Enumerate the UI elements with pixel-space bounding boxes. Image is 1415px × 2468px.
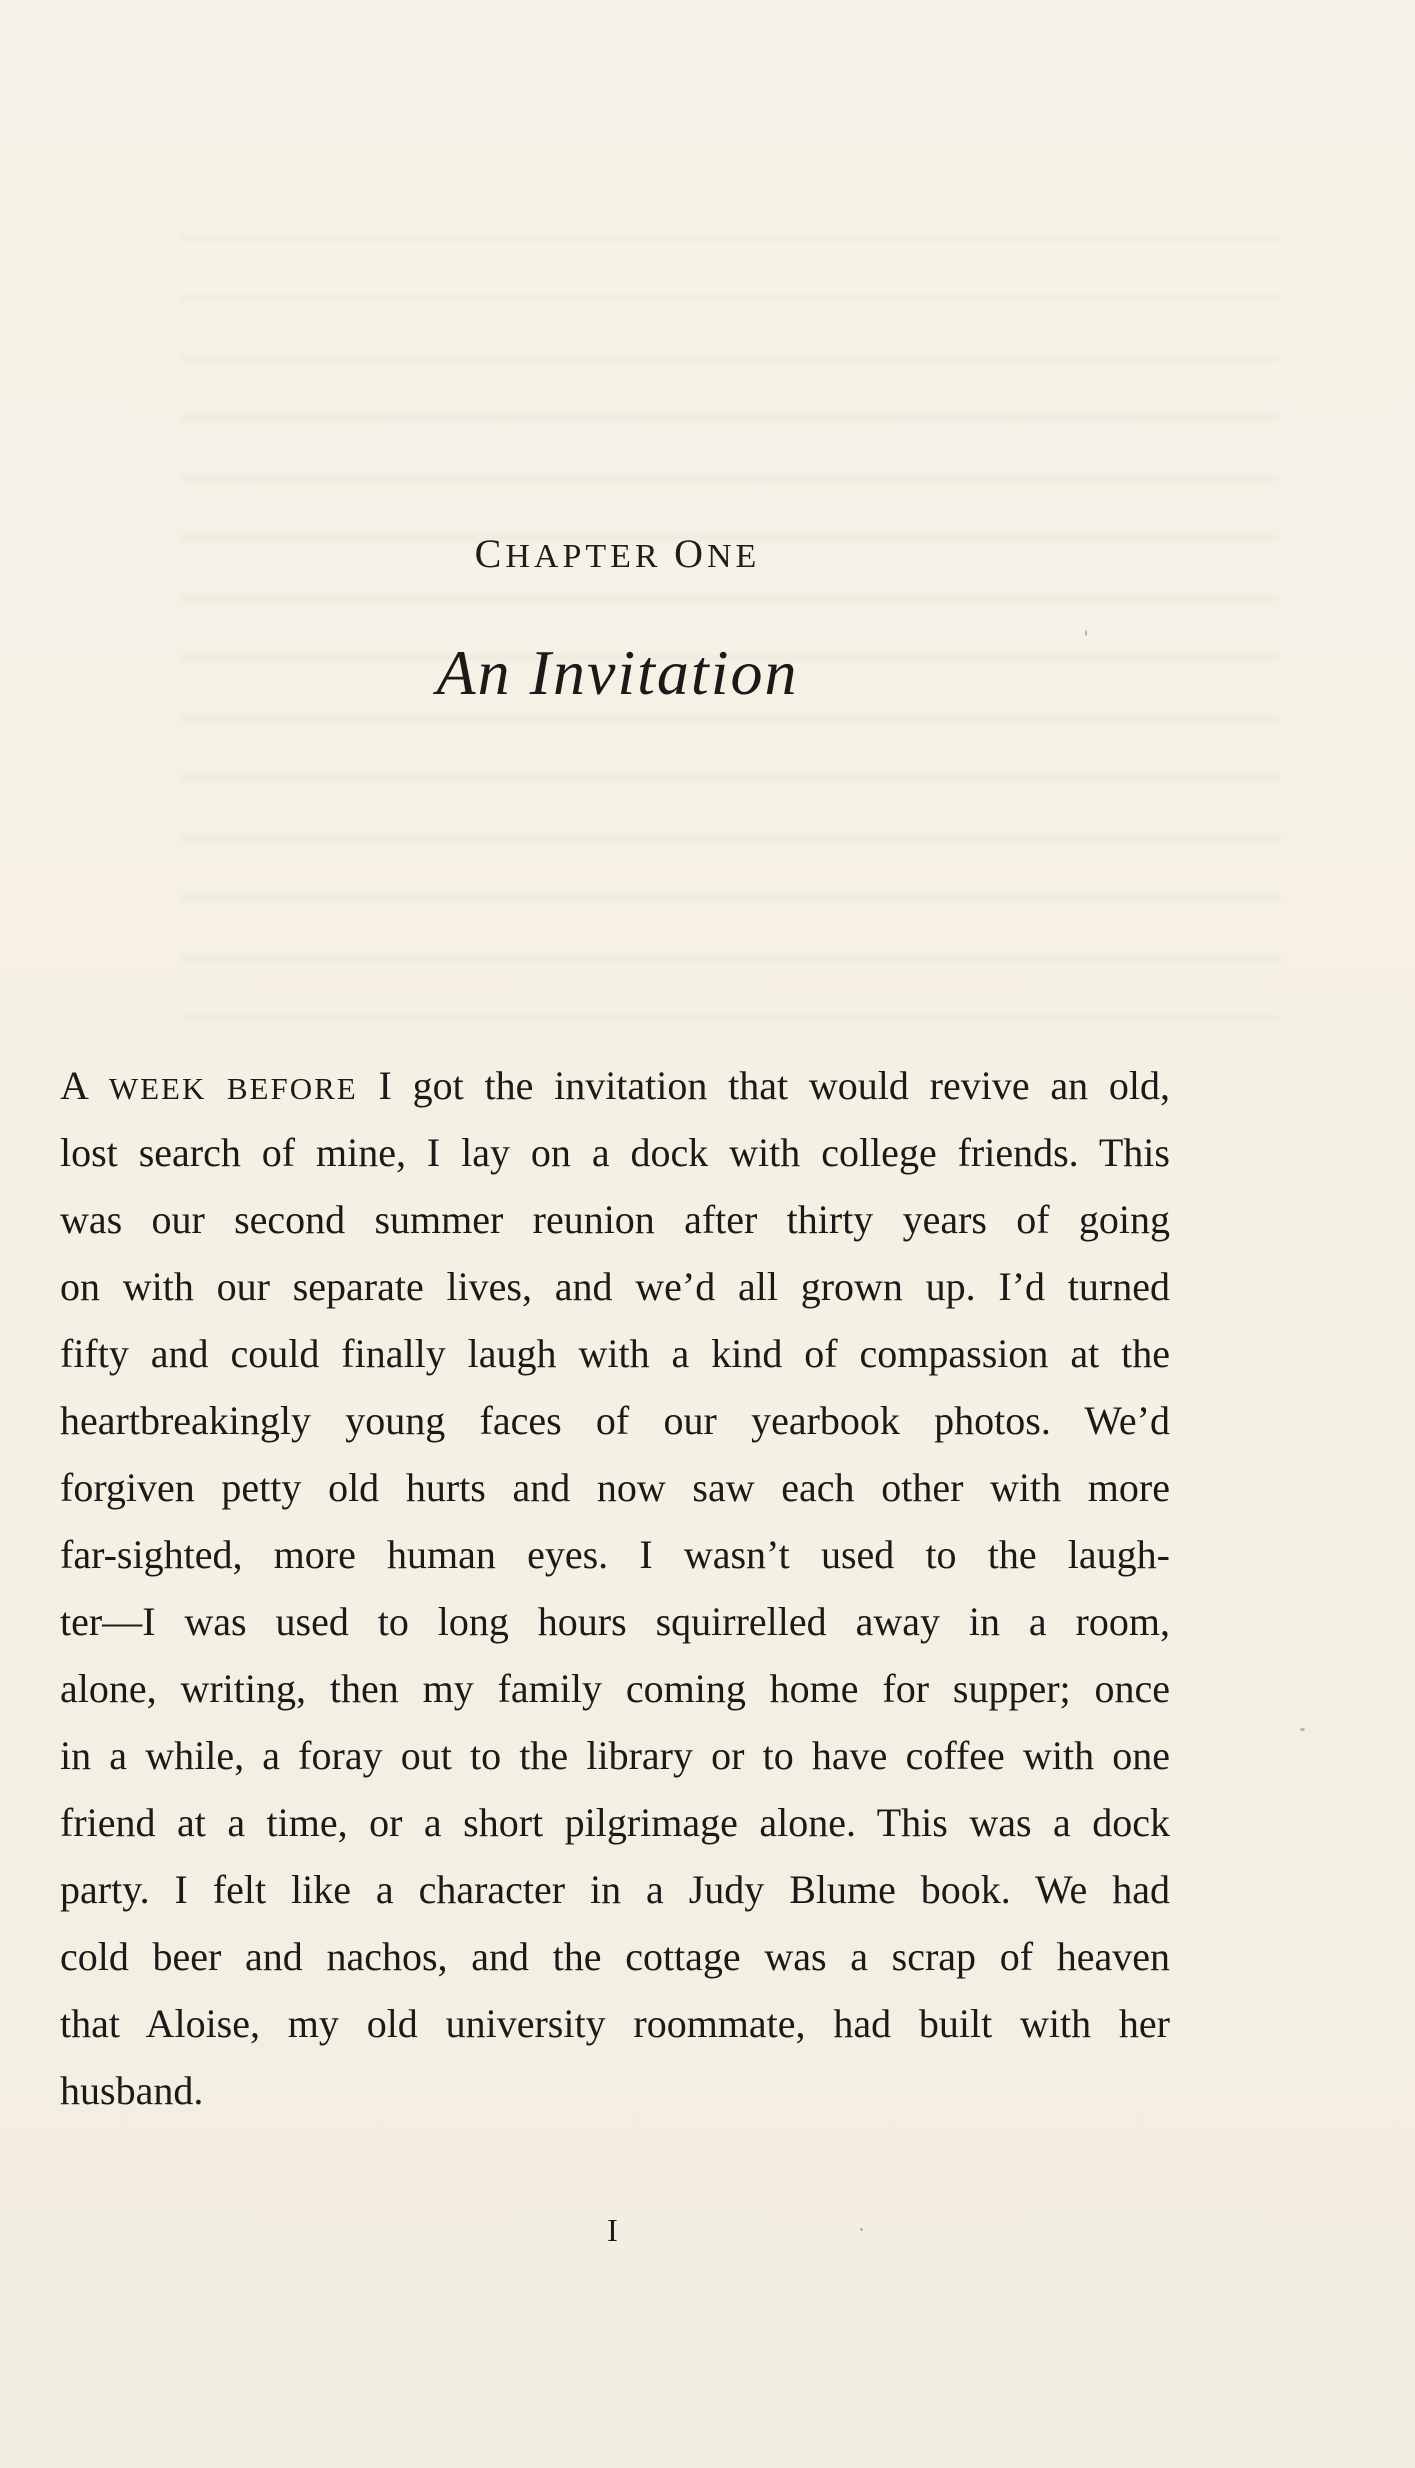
text-line: ter—I was used to long hours squirrelled away in a room, — [60, 1599, 1170, 1644]
text-line: friend at a time, or a short pilgrimage alone. This was a dock — [60, 1800, 1170, 1845]
text-line: on with our separate lives, and we’d all grown up. I’d turned — [60, 1264, 1170, 1309]
text-line: husband. — [60, 2068, 204, 2113]
paper-speck — [1300, 1728, 1305, 1731]
line-1-text: I got the invitation that would revive an old, — [357, 1063, 1170, 1108]
show-through-texture — [180, 180, 1280, 1060]
text-line: forgiven petty old hurts and now saw each other with more — [60, 1465, 1170, 1510]
body-paragraph — [60, 1052, 1170, 2124]
text-line: in a while, a foray out to the library or to have coffee with one — [60, 1733, 1170, 1778]
chapter-title: An Invitation — [436, 637, 799, 708]
lead-in-rest: WEEK BEFORE — [88, 1071, 358, 1106]
text-line: that Aloise, my old university roommate, had built with her — [60, 2001, 1170, 2046]
chapter-label-rest-1: HAPTER — [505, 538, 662, 575]
lead-in-small-caps — [60, 1063, 358, 1108]
page-number: I — [607, 2212, 618, 2248]
chapter-label-initial-1: C — [474, 531, 506, 576]
text-line: cold beer and nachos, and the cottage was a scrap of heaven — [60, 1934, 1170, 1979]
text-line: far-sighted, more human eyes. I wasn’t used to the laugh- — [60, 1532, 1170, 1577]
chapter-label-rest-2: NE — [706, 538, 761, 575]
paper-speck — [1085, 630, 1087, 636]
chapter-label — [0, 530, 1235, 577]
text-line: lost search of mine, I lay on a dock with college friends. This — [60, 1130, 1170, 1175]
chapter-label-initial-2: O — [674, 531, 707, 576]
text-line: alone, writing, then my family coming home for supper; once — [60, 1666, 1170, 1711]
text-line: was our second summer reunion after thirty years of going — [60, 1197, 1170, 1242]
text-line: heartbreakingly young faces of our yearbook photos. We’d — [60, 1398, 1170, 1443]
paper-speck — [860, 2228, 863, 2231]
lead-in-initial: A — [60, 1063, 89, 1108]
text-line: party. I felt like a character in a Judy Blume book. We had — [60, 1867, 1170, 1912]
text-line: fifty and could finally laugh with a kind of compassion at the — [60, 1331, 1170, 1376]
text-line — [60, 1052, 1170, 1119]
